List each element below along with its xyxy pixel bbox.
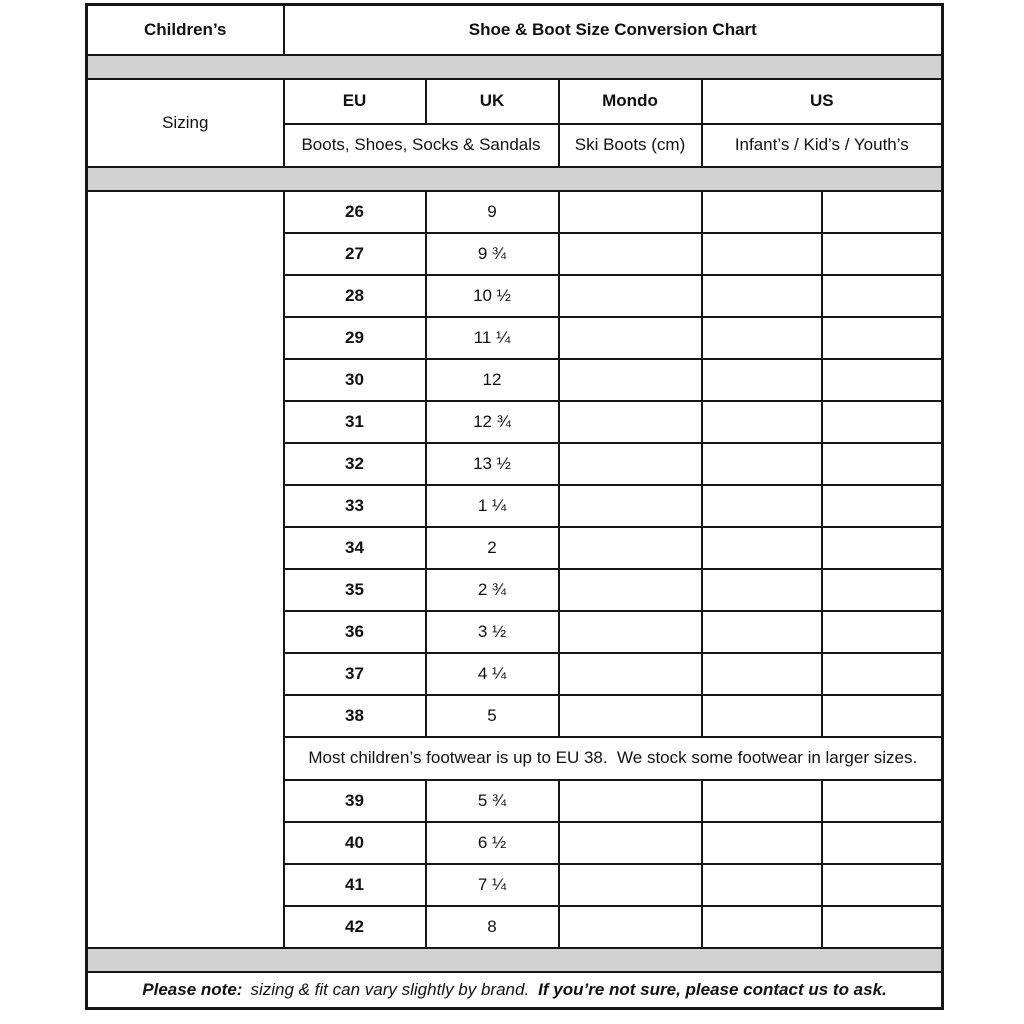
us-size-cell-1	[702, 695, 822, 737]
footer-note	[87, 972, 943, 1009]
mondo-size-cell	[559, 191, 702, 233]
uk-size-cell: 8	[426, 906, 559, 948]
table-foot-section	[87, 948, 943, 1009]
sizing-empty-cell	[87, 191, 284, 948]
chart-title: Shoe & Boot Size Conversion Chart	[284, 5, 943, 55]
us-size-cell-2	[822, 485, 943, 527]
mondo-size-cell	[559, 359, 702, 401]
mondo-size-cell	[559, 485, 702, 527]
subheader-mondo: Ski Boots (cm)	[559, 124, 702, 167]
uk-size-cell: 6 ½	[426, 822, 559, 864]
table-row	[87, 191, 943, 233]
note-cell: Most children’s footwear is up to EU 38. We stock some footwear in larger sizes.	[284, 737, 943, 780]
us-size-cell-1	[702, 527, 822, 569]
mondo-size-cell	[559, 275, 702, 317]
subheader-eu-uk: Boots, Shoes, Socks & Sandals	[284, 124, 559, 167]
us-size-cell-2	[822, 191, 943, 233]
mondo-size-cell	[559, 780, 702, 822]
uk-size-cell: 5	[426, 695, 559, 737]
us-size-cell-1	[702, 359, 822, 401]
uk-size-cell: 2	[426, 527, 559, 569]
uk-size-cell: 1 ¼	[426, 485, 559, 527]
eu-size-cell: 32	[284, 443, 426, 485]
us-size-cell-1	[702, 317, 822, 359]
us-size-cell-1	[702, 401, 822, 443]
eu-size-cell: 27	[284, 233, 426, 275]
us-size-cell-1	[702, 485, 822, 527]
title-row	[87, 5, 943, 55]
mondo-size-cell	[559, 569, 702, 611]
uk-size-cell: 9 ¾	[426, 233, 559, 275]
uk-size-cell: 12 ¾	[426, 401, 559, 443]
eu-size-cell: 41	[284, 864, 426, 906]
mondo-size-cell	[559, 822, 702, 864]
us-size-cell-1	[702, 780, 822, 822]
uk-size-cell: 5 ¾	[426, 780, 559, 822]
us-size-cell-2	[822, 780, 943, 822]
us-size-cell-1	[702, 233, 822, 275]
subheader-us: Infant’s / Kid’s / Youth’s	[702, 124, 943, 167]
us-size-cell-2	[822, 317, 943, 359]
table-head-section	[87, 5, 943, 191]
us-size-cell-2	[822, 527, 943, 569]
us-size-cell-1	[702, 191, 822, 233]
uk-size-cell: 13 ½	[426, 443, 559, 485]
us-size-cell-1	[702, 443, 822, 485]
separator-bar	[87, 167, 943, 191]
uk-size-cell: 7 ¼	[426, 864, 559, 906]
table-data-section	[87, 191, 943, 948]
eu-size-cell: 34	[284, 527, 426, 569]
uk-size-cell: 3 ½	[426, 611, 559, 653]
header-uk: UK	[426, 79, 559, 124]
mondo-size-cell	[559, 864, 702, 906]
uk-size-cell: 11 ¼	[426, 317, 559, 359]
eu-size-cell: 33	[284, 485, 426, 527]
eu-size-cell: 38	[284, 695, 426, 737]
us-size-cell-2	[822, 359, 943, 401]
us-size-cell-2	[822, 695, 943, 737]
uk-size-cell: 2 ¾	[426, 569, 559, 611]
header-mondo: Mondo	[559, 79, 702, 124]
us-size-cell-2	[822, 611, 943, 653]
eu-size-cell: 42	[284, 906, 426, 948]
footer-note-lead: Please note:	[142, 979, 243, 999]
us-size-cell-1	[702, 275, 822, 317]
footer-note-middle: sizing & fit can vary slightly by brand.	[250, 979, 530, 999]
us-size-cell-2	[822, 653, 943, 695]
uk-size-cell: 10 ½	[426, 275, 559, 317]
eu-size-cell: 40	[284, 822, 426, 864]
us-size-cell-1	[702, 864, 822, 906]
mondo-size-cell	[559, 695, 702, 737]
separator-row	[87, 948, 943, 972]
eu-size-cell: 29	[284, 317, 426, 359]
separator-row	[87, 167, 943, 191]
eu-size-cell: 39	[284, 780, 426, 822]
footer-row	[87, 972, 943, 1009]
mondo-size-cell	[559, 906, 702, 948]
us-size-cell-1	[702, 611, 822, 653]
mondo-size-cell	[559, 611, 702, 653]
us-size-cell-2	[822, 864, 943, 906]
uk-size-cell: 12	[426, 359, 559, 401]
us-size-cell-2	[822, 569, 943, 611]
uk-size-cell: 4 ¼	[426, 653, 559, 695]
uk-size-cell: 9	[426, 191, 559, 233]
header-us: US	[702, 79, 943, 124]
header-sizing: Sizing	[87, 79, 284, 167]
us-size-cell-2	[822, 275, 943, 317]
eu-size-cell: 31	[284, 401, 426, 443]
us-size-cell-2	[822, 822, 943, 864]
us-size-cell-2	[822, 443, 943, 485]
us-size-cell-2	[822, 401, 943, 443]
header-row	[87, 79, 943, 124]
mondo-size-cell	[559, 317, 702, 359]
eu-size-cell: 36	[284, 611, 426, 653]
footer-note-tail: If you’re not sure, please contact us to ask.	[538, 979, 887, 999]
us-size-cell-1	[702, 906, 822, 948]
mondo-size-cell	[559, 233, 702, 275]
header-eu: EU	[284, 79, 426, 124]
mondo-size-cell	[559, 527, 702, 569]
us-size-cell-1	[702, 569, 822, 611]
size-conversion-table	[85, 3, 944, 1010]
separator-bar	[87, 948, 943, 972]
eu-size-cell: 37	[284, 653, 426, 695]
mondo-size-cell	[559, 401, 702, 443]
eu-size-cell: 26	[284, 191, 426, 233]
category-cell: Children’s	[87, 5, 284, 55]
separator-row	[87, 55, 943, 79]
us-size-cell-1	[702, 653, 822, 695]
mondo-size-cell	[559, 653, 702, 695]
eu-size-cell: 28	[284, 275, 426, 317]
mondo-size-cell	[559, 443, 702, 485]
us-size-cell-2	[822, 233, 943, 275]
us-size-cell-1	[702, 822, 822, 864]
eu-size-cell: 35	[284, 569, 426, 611]
us-size-cell-2	[822, 906, 943, 948]
separator-bar	[87, 55, 943, 79]
eu-size-cell: 30	[284, 359, 426, 401]
